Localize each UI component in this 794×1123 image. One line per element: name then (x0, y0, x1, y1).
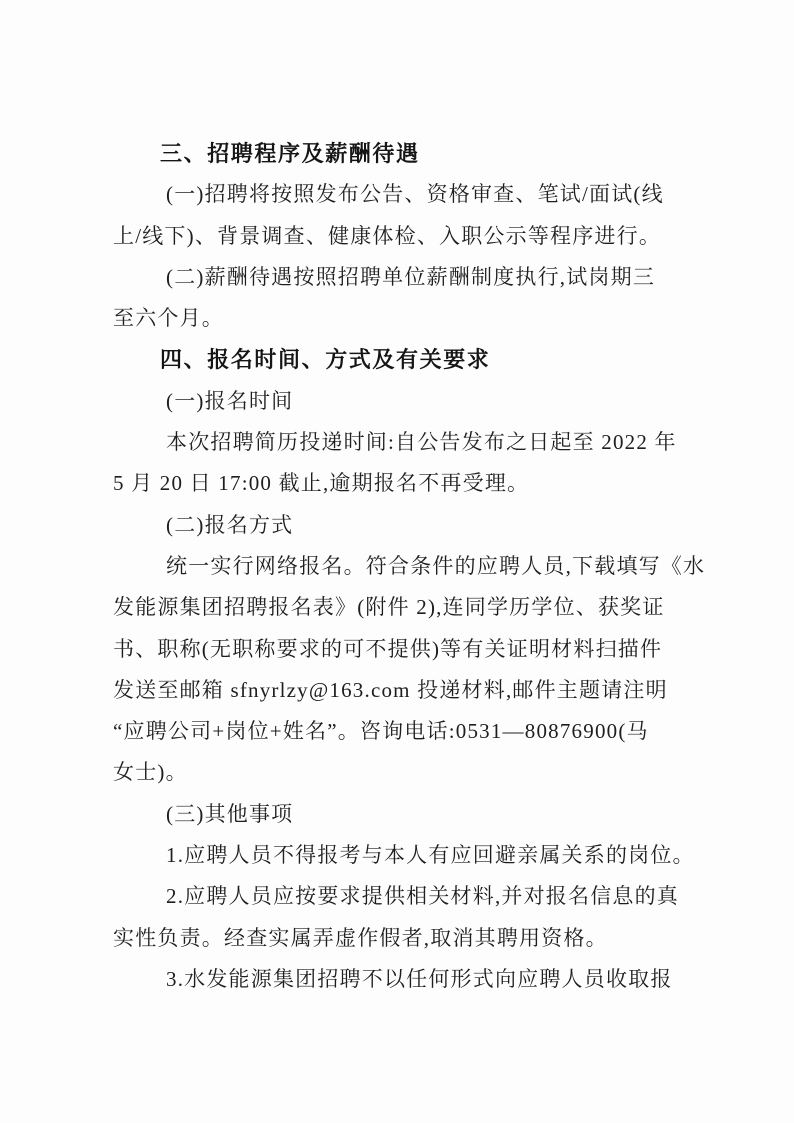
section-heading-application-requirements: 四、报名时间、方式及有关要求 (160, 347, 491, 373)
doc-line-16: 女士)。 (113, 760, 188, 785)
doc-line-17: (三)其他事项 (166, 801, 294, 826)
doc-line-5: 至六个月。 (113, 306, 224, 331)
document-content (113, 133, 706, 1000)
doc-line-8: 本次招聘简历投递时间:自公告发布之日起至 2022 年 (166, 430, 677, 455)
doc-line-21: 3.水发能源集团招聘不以任何形式向应聘人员收取报 (166, 966, 673, 991)
doc-line-11: 统一实行网络报名。符合条件的应聘人员,下载填写《水 (166, 553, 706, 578)
doc-line-9: 5 月 20 日 17:00 截止,逾期报名不再受理。 (113, 471, 530, 496)
doc-line-10: (二)报名方式 (166, 512, 294, 537)
doc-line-15: “应聘公司+岗位+姓名”。咨询电话:0531—80876900(马 (113, 719, 649, 744)
doc-line-4: (二)薪酬待遇按照招聘单位薪酬制度执行,试岗期三 (166, 264, 656, 289)
section-heading-recruitment-procedure: 三、招聘程序及薪酬待遇 (160, 141, 420, 166)
doc-line-2: (一)招聘将按照发布公告、资格审查、笔试/面试(线 (166, 182, 664, 207)
doc-line-19: 2.应聘人员应按要求提供相关材料,并对报名信息的真 (166, 884, 679, 909)
doc-line-14: 发送至邮箱 sfnyrlzy@163.com 投递材料,邮件主题请注明 (113, 677, 668, 702)
doc-line-18: 1.应聘人员不得报考与本人有应回避亲属关系的岗位。 (166, 843, 695, 868)
doc-line-7: (一)报名时间 (166, 388, 294, 413)
doc-line-3: 上/线下)、背景调查、健康体检、入职公示等程序进行。 (113, 223, 662, 248)
doc-line-13: 书、职称(无职称要求的可不提供)等有关证明材料扫描件 (113, 636, 663, 661)
doc-line-20: 实性负责。经查实属弄虚作假者,取消其聘用资格。 (113, 925, 608, 950)
doc-line-12: 发能源集团招聘报名表》(附件 2),连同学历学位、获奖证 (113, 595, 665, 620)
